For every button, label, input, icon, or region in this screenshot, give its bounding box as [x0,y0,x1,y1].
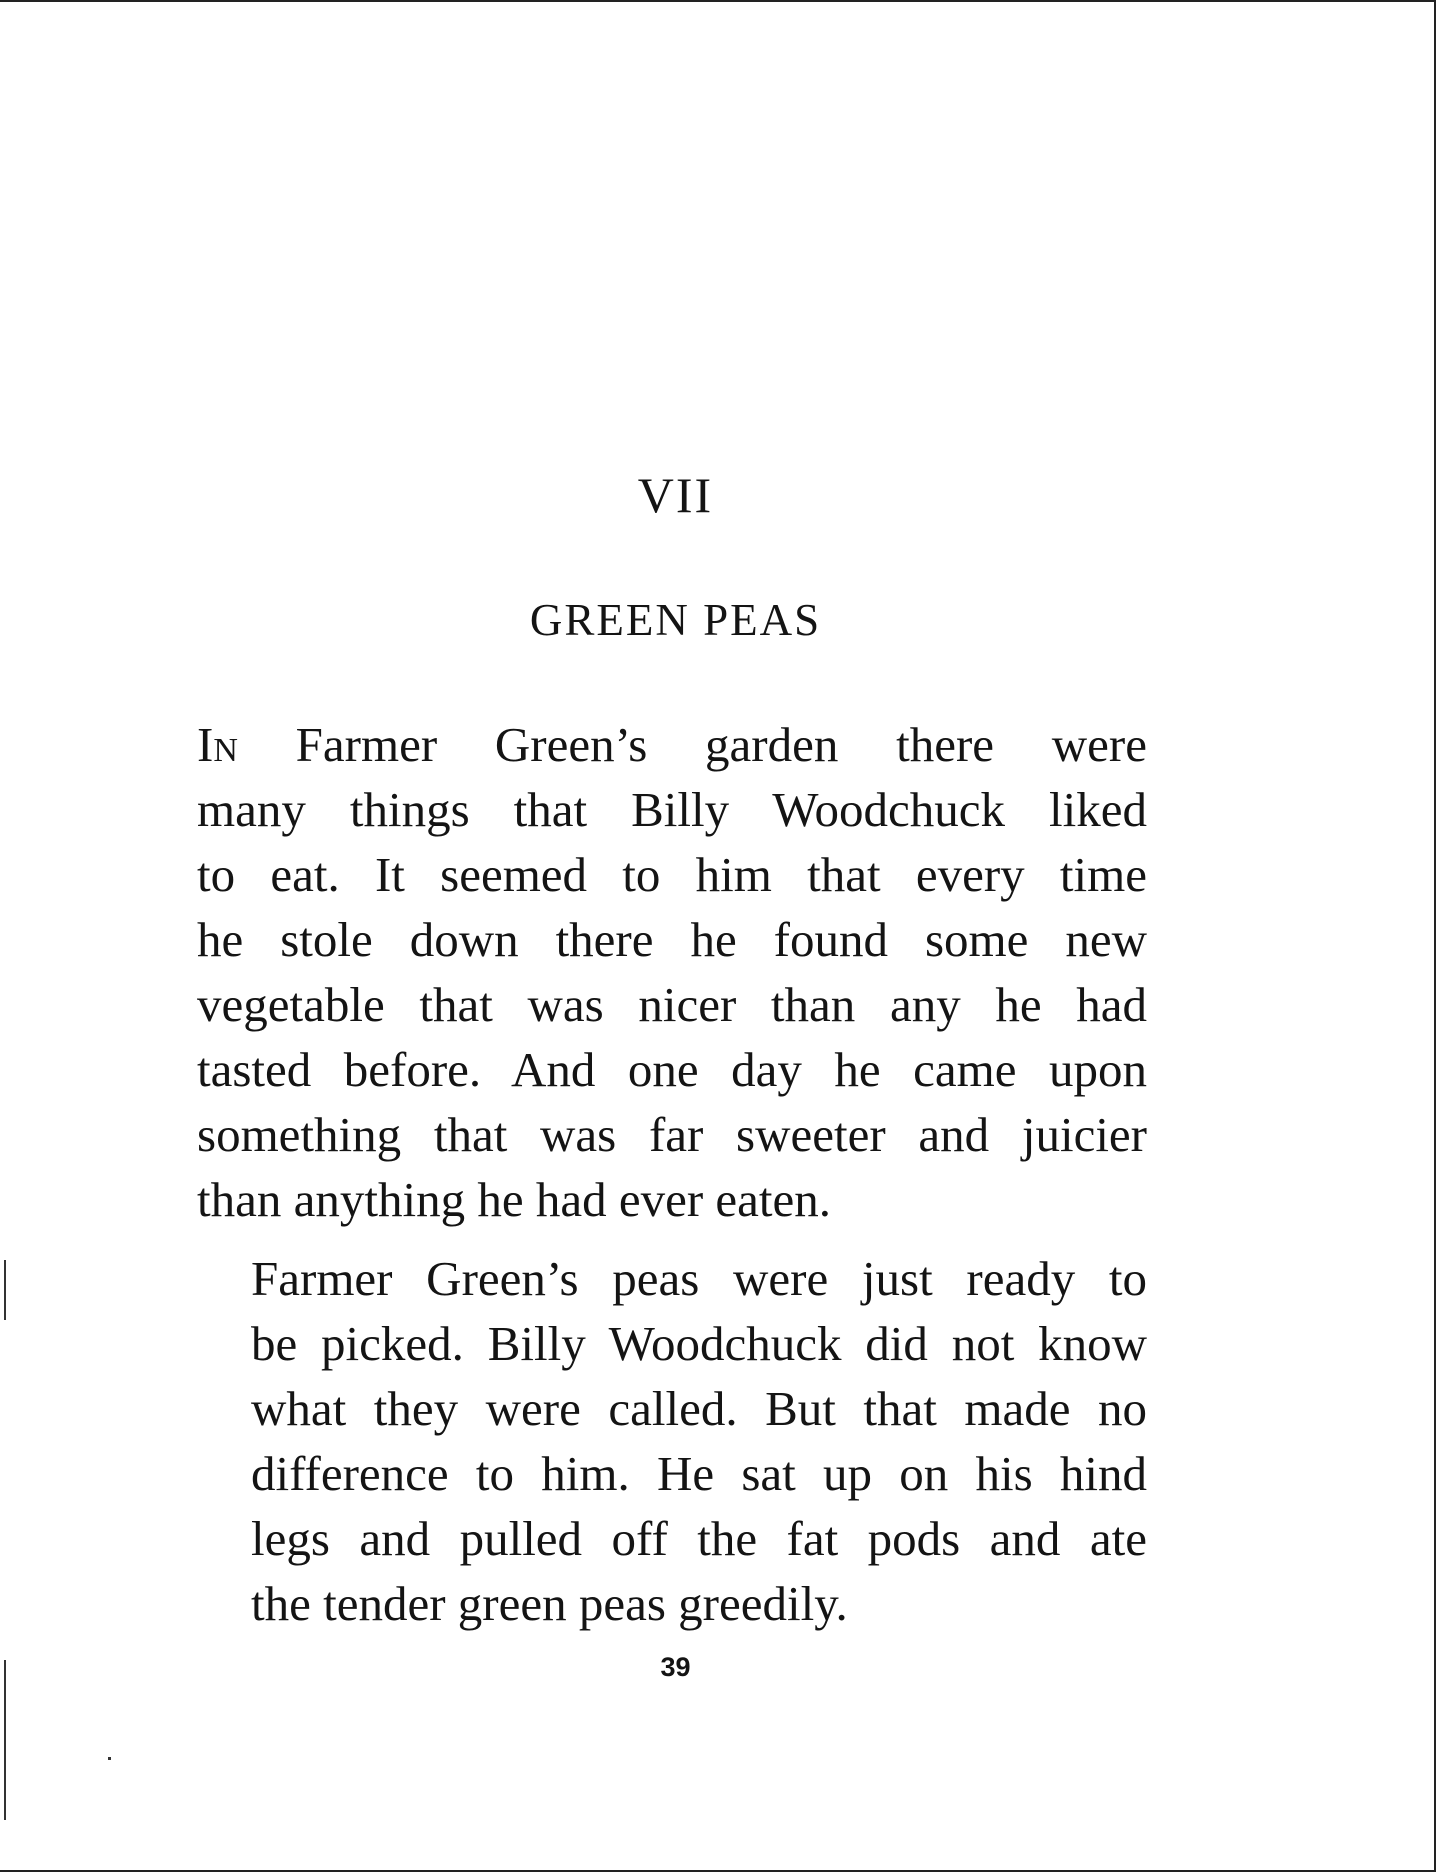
text-line: Farmer Green’s peas were just ready to [251,1251,1147,1306]
text-line: vegetable that was nicer than any he had [197,977,1147,1032]
text-line: the tender green peas greedily. [251,1576,848,1631]
text-line: many things that Billy Woodchuck liked [197,782,1147,837]
scan-mark [4,1660,6,1820]
text-line: legs and pulled off the fat pods and ate [251,1511,1147,1566]
text-line: to eat. It seemed to him that every time [197,847,1147,902]
text-line: something that was far sweeter and juicier [197,1107,1147,1162]
text-line: what they were called. But that made no [251,1381,1147,1436]
scan-mark [4,1260,6,1320]
paragraph-2 [197,1246,1147,1636]
text-line: In Farmer Green’s garden there were [197,717,1147,772]
text-line: tasted before. And one day he came upon [197,1042,1147,1097]
text-line: be picked. Billy Woodchuck did not know [251,1316,1147,1371]
text-line: than anything he had ever eaten. [197,1172,832,1227]
body-text [197,712,1147,1636]
page-number: 39 [660,1652,691,1682]
chapter-title: GREEN PEAS [529,595,822,645]
text-line: difference to him. He sat up on his hind [251,1446,1147,1501]
chapter-number: VII [637,467,714,523]
text-line: he stole down there he found some new [197,912,1147,967]
paragraph-1 [197,712,1147,1232]
scan-mark [108,1757,111,1760]
drop-word: In [197,717,238,772]
